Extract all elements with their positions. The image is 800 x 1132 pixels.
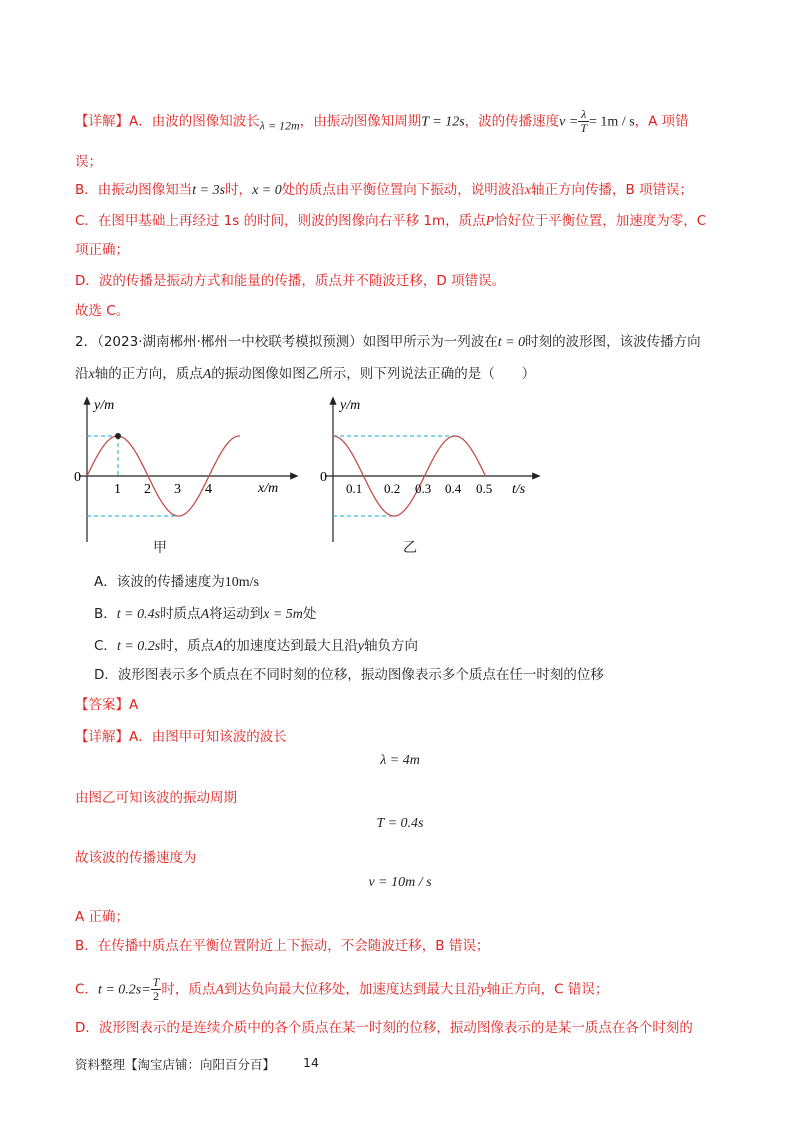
q2-line-2 [75,364,535,385]
p1-line-2: 误； [75,154,102,170]
t-eq: t = 3s [192,183,226,198]
text: ，波的传播速度 [464,113,560,130]
text: 2．（2023·湖南郴州·郴州一中校联考模拟预测）如图甲所示为一列波在 [75,334,498,350]
var-y: y [480,982,487,998]
period-eq: T = 12s [421,114,465,130]
detail-line-4: A 正确； [75,909,130,925]
text: 恰好位于平衡位置，加速度为零，C [494,213,707,229]
wavelength-eq: λ = 12m [259,118,300,133]
t-tick-label: 0.5 [476,481,493,496]
t-eq: t = 0 [497,335,526,350]
frac-den: 2 [153,989,160,1003]
detail-line-1: 【详解】A．由图甲可知该波的波长 [75,729,287,745]
t-tick-label: 0.3 [415,481,432,496]
p1-line-1 [75,108,689,136]
point-A-marker [115,433,121,439]
origin-label: 0 [320,470,327,485]
detail-line-6 [75,976,608,1003]
t-tick-label: 0.2 [384,481,401,496]
var-y: y [357,639,365,654]
t-eq: t = 0.4s [116,607,161,622]
text: 轴的正方向，质点 [94,366,203,382]
text: C． [94,638,117,654]
option-D: D．波形图表示多个质点在不同时刻的位移，振动图像表示多个质点在任一时刻的位移 [94,667,604,683]
frac-num: λ [578,108,589,122]
text: 时刻的波形图，该波传播方向 [525,334,701,350]
p1-line-5: 项正确； [75,242,129,258]
text: 轴负方向 [364,638,419,654]
text: B． [94,606,117,622]
frac-num: T [152,975,160,989]
detail-line-2: 由图乙可知该波的振动周期 [75,790,237,806]
text: 的振动图像如图乙所示，则下列说法正确的是（ ） [211,366,536,382]
equation-speed: v = 10m / s [368,875,432,890]
var-A: A [200,607,210,622]
text: 时质点 [160,606,201,622]
x-tick-label: 3 [174,482,181,497]
text: 到达负向最大位移处，加速度达到最大且沿 [223,981,481,998]
p1-line-6: D．波的传播是振动方式和能量的传播，质点并不随波迁移，D 项错误。 [75,273,506,289]
answer: 【答案】A [75,697,139,713]
x-eq: x = 0 [252,183,282,198]
speed-value: 10m/s [224,575,259,590]
text: 将运动到 [209,606,264,622]
q2-line-1 [75,332,701,353]
text: 【详解】A．由波的图像知波长 [75,113,260,130]
text: 的加速度达到最大且沿 [222,638,358,654]
option-C [94,636,418,657]
p1-line-4 [75,211,706,232]
vibration-graph-yi [315,392,545,552]
x-axis-label: x/m [258,481,279,496]
text: C．在图甲基础上再经过 1s 的时间，则波的图像向右平移 1m，质点 [75,213,486,229]
text: 沿 [75,366,89,382]
x-eq: x = 5m [263,607,303,622]
detail-line-5: B．在传播中质点在平衡位置附近上下振动，不会随波迁移，B 错误； [75,938,490,954]
text: C． [75,981,98,998]
footer-text: 资料整理【淘宝店铺：向阳百分百】 [75,1057,276,1072]
text: B．由振动图像知当 [75,182,193,198]
var-A: A [214,639,223,654]
equation-period: T = 0.4s [376,816,424,831]
detail-line-7: D．波形图表示的是连续介质中的各个质点在某一时刻的位移，振动图像表示的是某一质点在各个时刻的 [75,1020,693,1036]
text: A．该波的传播速度为 [94,574,225,590]
lambda-over-T [578,108,589,135]
var-x: x [88,367,95,382]
page-number: 14 [303,1055,319,1070]
x-tick-label: 1 [114,482,121,497]
text: ，由振动图像知周期 [299,113,422,130]
text: 轴正方向，C 错误； [486,981,609,998]
wave-graph-jia [70,392,300,552]
speed-lhs: v = [559,114,579,130]
caption-yi: 乙 [403,540,417,556]
equation-wavelength: λ = 4m [380,753,420,768]
var-A: A [215,982,224,998]
option-A [94,572,259,593]
text: 时，质点 [160,638,215,654]
detail-line-3: 故该波的传播速度为 [75,850,197,866]
t-tick-label: 0.1 [346,481,363,496]
text: 时，质点 [161,981,216,998]
text: ，A 项错 [634,113,689,130]
option-B [94,604,316,625]
origin-label: 0 [74,470,81,485]
x-tick-label: 2 [144,482,151,497]
t-eq: t = 0.2s [116,639,161,654]
p1-line-7: 故选 C。 [75,303,130,319]
text: 处的质点由平衡位置向下振动，说明波沿 [281,182,525,198]
p1-line-3 [75,180,693,201]
var-x: x [524,183,531,198]
var-A: A [202,367,212,382]
var-P: P [485,214,495,229]
t-eq: t = 0.2s= [97,982,151,998]
y-axis-label: y/m [94,398,115,413]
T-over-2 [151,976,162,1003]
text: 处 [302,606,317,622]
x-tick-label: 4 [205,482,212,497]
frac-den: T [580,121,588,135]
t-axis-label: t/s [512,482,526,497]
speed-rhs: = 1m / s [589,114,635,130]
caption-jia: 甲 [153,540,167,556]
t-tick-label: 0.4 [445,481,462,496]
text: 轴正方向传播，B 项错误； [530,182,694,198]
text: 时， [225,182,253,198]
y-axis-label: y/m [340,398,361,413]
